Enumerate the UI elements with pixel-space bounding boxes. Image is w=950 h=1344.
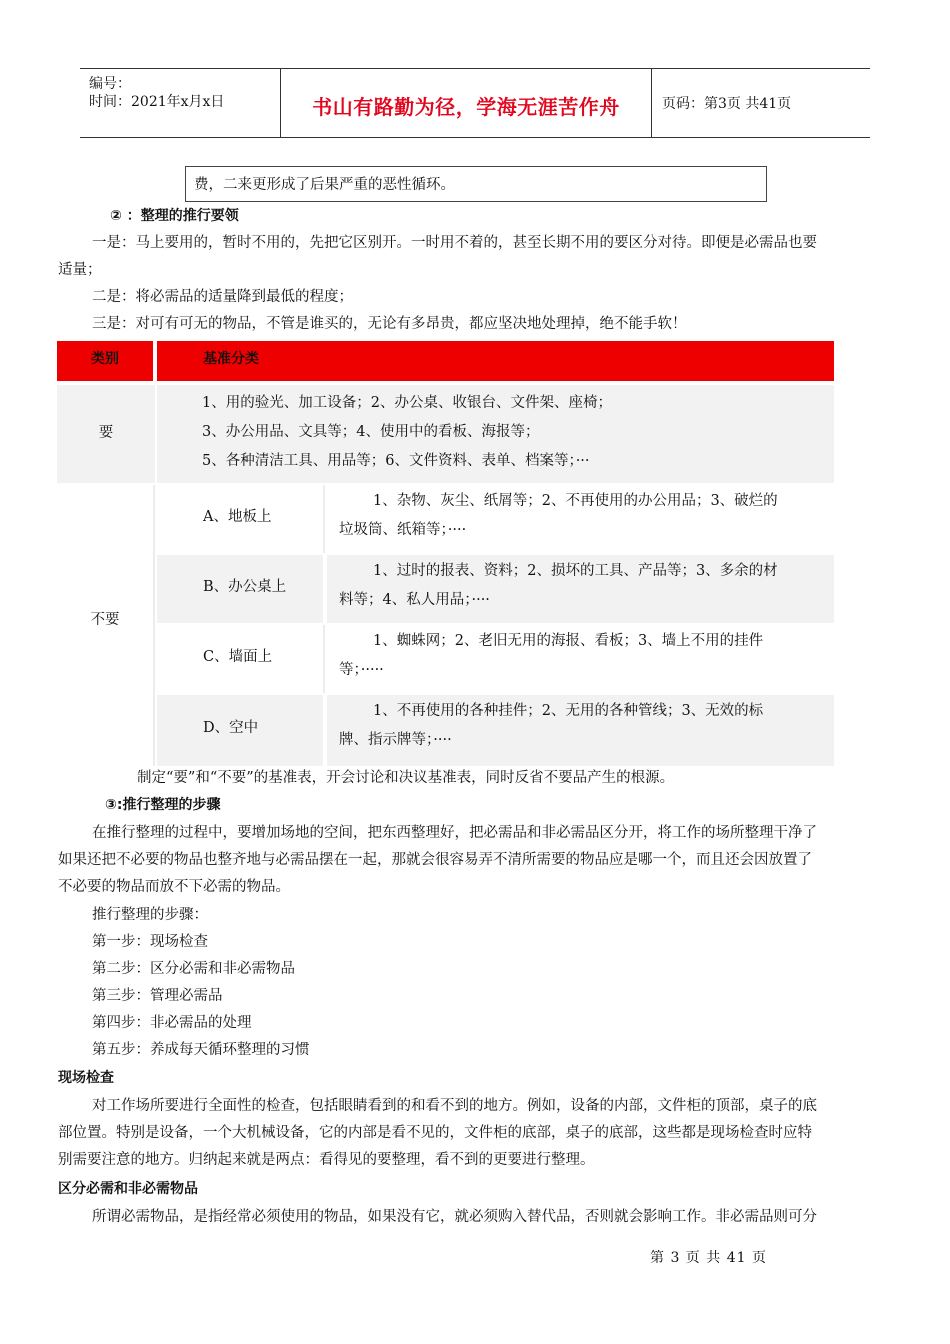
header-page-info: 页码：第3页 共41页 bbox=[662, 96, 792, 112]
need-line: 5、各种清洁工具、用品等；6、文件资料、表单、档案等；··· bbox=[202, 453, 590, 469]
noneed-items-line: 等；····· bbox=[339, 662, 384, 678]
noneed-items-b bbox=[327, 555, 834, 623]
after-table-text: 制定“要”和“不要”的基准表，开会讨论和决议基准表，同时反省不要品产生的根源。 bbox=[137, 770, 675, 786]
noneed-items-line: 1、杂物、灰尘、纸屑等；2、不再使用的办公用品；3、破烂的 bbox=[373, 493, 778, 509]
table-need-content bbox=[157, 385, 834, 483]
section3-paragraph-line3: 不必要的物品而放不下必需的物品。 bbox=[58, 879, 290, 895]
section2-paragraph1-line2: 适量； bbox=[58, 262, 102, 278]
noneed-items-c bbox=[327, 625, 834, 693]
section-distinguish-line1: 所谓必需物品，是指经常必须使用的物品，如果没有它，就必须购入替代品，否则就会影响工作。非必需品则可分 bbox=[92, 1209, 817, 1225]
table-header-criteria: 基准分类 bbox=[157, 341, 834, 381]
section2-paragraph1-line1: 一是：马上要用的，暂时不用的，先把它区别开。一时用不着的，甚至长期不用的要区分对待。即便是必需品也要 bbox=[92, 235, 817, 251]
noneed-items-line: 1、蜘蛛网；2、老旧无用的海报、看板；3、墙上不用的挂件 bbox=[373, 633, 764, 649]
noneed-items-a bbox=[327, 485, 834, 553]
doc-number-label: 编号： bbox=[89, 76, 131, 92]
noneed-items-d bbox=[327, 695, 834, 766]
page-header bbox=[80, 68, 870, 138]
step-item: 第四步：非必需品的处理 bbox=[92, 1015, 252, 1031]
header-center-cell bbox=[281, 69, 652, 137]
section3-paragraph-line2: 如果还把不必要的物品也整齐地与必需品摆在一起，那就会很容易弄不清所需要的物品应是哪一个，而且还会因放置了 bbox=[58, 852, 812, 868]
noneed-place-b: B、办公桌上 bbox=[157, 555, 325, 623]
section2-paragraph3: 三是：对可有可无的物品，不管是谁买的，无论有多昂贵，都应坚决地处理掉，绝不能手软！ bbox=[92, 316, 687, 332]
table-noneed-label: 不要 bbox=[57, 485, 155, 766]
step-item: 第五步：养成每天循环整理的习惯 bbox=[92, 1042, 310, 1058]
section-distinguish-title: 区分必需和非必需物品 bbox=[58, 1181, 198, 1197]
step-item: 第二步：区分必需和非必需物品 bbox=[92, 961, 295, 977]
section2-paragraph2: 二是：将必需品的适量降到最低的程度； bbox=[92, 289, 353, 305]
need-line: 1、用的验光、加工设备；2、办公桌、收银台、文件架、座椅； bbox=[202, 395, 612, 411]
step-item: 第一步：现场检查 bbox=[92, 934, 208, 950]
header-right-cell bbox=[652, 69, 870, 137]
page-footer: 第 3 页 共 41 页 bbox=[650, 1250, 767, 1266]
boxed-text-content: 费，二来更形成了后果严重的恶性循环。 bbox=[194, 177, 455, 193]
section-check-line3: 别需要注意的地方。归纳起来就是两点：看得见的要整理，看不到的更要进行整理。 bbox=[58, 1152, 595, 1168]
noneed-items-line: 料等；4、私人用品；···· bbox=[339, 592, 490, 608]
noneed-place-c: C、墙面上 bbox=[157, 625, 325, 693]
section3-title: ③:推行整理的步骤 bbox=[105, 797, 221, 813]
section-check-title: 现场检查 bbox=[58, 1070, 114, 1086]
step-item: 第三步：管理必需品 bbox=[92, 988, 223, 1004]
section-check-line1: 对工作场所要进行全面性的检查，包括眼睛看到的和看不到的地方。例如，设备的内部，文件柜的顶部，桌子的底 bbox=[92, 1098, 817, 1114]
section-check-line2: 部位置。特别是设备，一个大机械设备，它的内部是看不见的，文件柜的底部，桌子的底部，这些都是现场检查时应特 bbox=[58, 1125, 812, 1141]
section3-paragraph-line1: 在推行整理的过程中，要增加场地的空间，把东西整理好，把必需品和非必需品区分开，将工作的场所整理干净了 bbox=[92, 825, 817, 841]
doc-date-label: 时间：2021年x月x日 bbox=[89, 94, 225, 110]
classification-table bbox=[57, 341, 834, 766]
noneed-items-line: 垃圾筒、纸箱等；···· bbox=[339, 522, 467, 538]
noneed-items-line: 1、过时的报表、资料；2、损坏的工具、产品等；3、多余的材 bbox=[373, 563, 778, 579]
noneed-items-line: 1、不再使用的各种挂件；2、无用的各种管线；3、无效的标 bbox=[373, 703, 764, 719]
need-line: 3、办公用品、文具等；4、使用中的看板、海报等； bbox=[202, 424, 540, 440]
header-motto: 书山有路勤为径，学海无涯苦作舟 bbox=[312, 95, 620, 119]
header-left-cell bbox=[80, 69, 281, 137]
noneed-items-line: 牌、指示牌等；···· bbox=[339, 732, 452, 748]
section2-title: ② ：整理的推行要领 bbox=[110, 208, 239, 224]
boxed-text bbox=[185, 166, 767, 202]
steps-intro: 推行整理的步骤： bbox=[92, 907, 208, 923]
noneed-place-d: D、空中 bbox=[157, 695, 325, 766]
table-need-label: 要 bbox=[57, 385, 155, 483]
noneed-place-a: A、地板上 bbox=[157, 485, 325, 553]
table-header-category: 类别 bbox=[57, 341, 155, 381]
